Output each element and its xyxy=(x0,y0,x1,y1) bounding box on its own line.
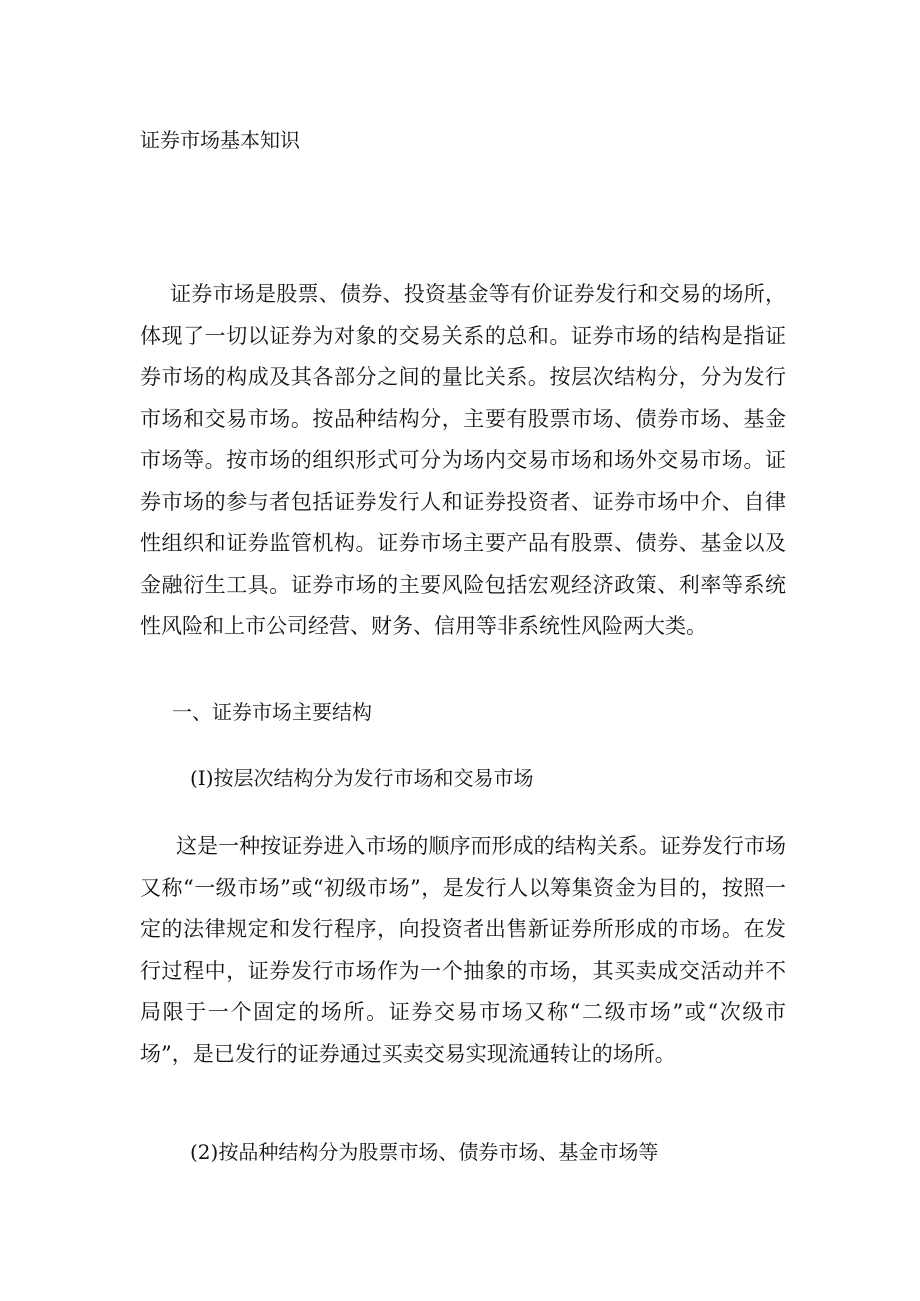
subsection-body-hierarchy: 这是一种按证券进入市场的顺序而形成的结构关系。证券发行市场又称“一级市场”或“初级市场”，是发行人以筹集资金为目的，按照一定的法律规定和发行程序，向投资者出售新证券所形成的市场。在发行过程中，证券发行市场作为一个抽象的市场，其买卖成交活动并不局限于一个固定的场所。证券交易市场又称“二级市场”或“次级市场”，是已发行的证券通过买卖交易实现流通转让的场所。 xyxy=(140,834,786,1066)
section-heading-structure: 一、证券市场主要结构 xyxy=(172,700,372,724)
document-title: 证券市场基本知识 xyxy=(140,128,300,152)
intro-paragraph: 证券市场是股票、债券、投资基金等有价证券发行和交易的场所，体现了一切以证券为对象的交易关系的总和。证券市场的结构是指证券市场的构成及其各部分之间的量比关系。按层次结构分，分为发行市场和交易市场。按品种结构分，主要有股票市场、债券市场、基金市场等。按市场的组织形式可分为场内交易市场和场外交易市场。证券市场的参与者包括证券发行人和证券投资者、证券市场中介、自律性组织和证券监管机构。证券市场主要产品有股票、债券、基金以及金融衍生工具。证券市场的主要风险包括宏观经济政策、利率等系统性风险和上市公司经营、财务、信用等非系统性风险两大类。 xyxy=(140,282,786,638)
subsection-heading-variety: (2)按品种结构分为股票市场、债券市场、基金市场等 xyxy=(190,1140,659,1164)
subsection-heading-hierarchy: (I)按层次结构分为发行市场和交易市场 xyxy=(190,766,534,790)
